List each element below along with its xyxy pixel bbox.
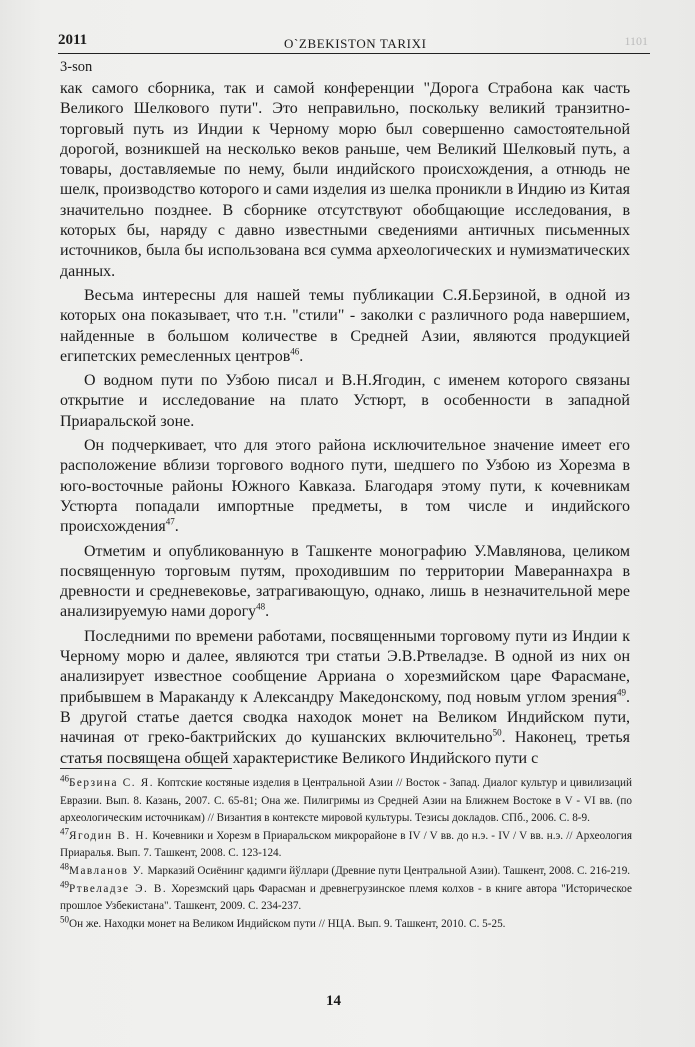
main-text [60, 79, 630, 773]
paragraph-text: Отметим и опубликованную в Ташкенте монографию У.Мавлянова, целиком посвященную торговым путям, проходившим по территории Мавераннахра в древности и средневековье, затрагивающую, однако, лишь в незначительной мере анализируемую нами дорогу [60, 542, 630, 621]
footnote-ref: 49 [617, 687, 626, 698]
footnote-text: Кочевники и Хорезм в Приаральском микрорайоне в IV / V вв. до н.э. - IV / V вв. н.э. // Археология Приаралья. Вып. 7. Ташкент, 2008. С. 123-124. [60, 829, 632, 860]
footnotes [60, 775, 632, 933]
paragraph [60, 79, 630, 282]
footnote-ref: 46 [290, 346, 300, 357]
footnote-author: Ягодин В. Н. [69, 829, 150, 842]
bleed-through-text: 1101 [624, 34, 648, 48]
paragraph-text: . В другой статье дается сводка находок монет на Великом Индийском пути, начиная от греко-бактрийских до кушанских включительно [60, 688, 630, 747]
paragraph-text: . Наконец, третья статья посвящена общей характеристике Великого Индийского пути с [60, 729, 630, 767]
paragraph [60, 286, 630, 367]
issue-label: 3-son [60, 59, 93, 75]
footnote-ref: 47 [165, 516, 175, 527]
header-year: 2011 [58, 32, 88, 48]
footnote-number: 50 [60, 914, 69, 925]
footnote-text: Хорезмский царь Фарасман и древнегрузинское племя колхов - в книге автора "Историческое прошлое Узбекистана". Ташкент, 2009. С. 234-237. [60, 882, 633, 913]
footnote [60, 878, 633, 916]
paragraph-text: Весьма интересны для нашей темы публикации С.Я.Берзиной, в одной из которых она показывает, что т.н. "стили" - заколки с различного рода навершием, найденные в большом количестве в Средней Азии, являются продукцией египетских ремесленных центров [60, 286, 630, 365]
page-number: 14 [326, 993, 341, 1009]
footnote-ref: 48 [256, 602, 266, 613]
footnote-author: Берзина С. Я. [69, 777, 155, 789]
paragraph-text: . [299, 347, 304, 365]
paragraph-text: Он подчеркивает, что для этого района исключительное значение имеет его расположение вблизи торгового водного пути, шедшего по Узбою из Хорезма в юго-восточные районы Южного Кавказа. Благодаря этому пути, к кочевникам Устюрта попадали импортные предметы, в том числе и индийского происхождения [60, 437, 630, 536]
paragraph [60, 542, 630, 623]
footnote [60, 775, 632, 828]
footnote-rule [60, 768, 232, 769]
footnote-text: Марказий Осиёнинг қадимги йўллари (Древние пути Центральной Азии). Ташкент, 2008. С. 216-219. [144, 864, 631, 877]
footnote-number: 49 [60, 878, 69, 889]
footnote-ref: 50 [492, 727, 502, 738]
footnote [60, 828, 632, 863]
footnote-number: 46 [60, 773, 69, 784]
footnote-author: Мавланов У. [69, 864, 145, 877]
footnote-text: Он же. Находки монет на Великом Индийском пути // НЦА. Вып. 9. Ташкент, 2010. С. 5-25. [69, 917, 506, 930]
header-journal-title: O`ZBEKISTON TARIXI [284, 36, 427, 51]
footnote-text: Коптские костяные изделия в Центральной Азии // Восток - Запад. Диалог культур и цивилизаций Евразии. Вып. 8. Казань, 2007. С. 65-81; Она же. Пилигримы из Средней Азии на Ближнем Востоке в V - VI вв. (по археологическим источникам) // Византия в контексте мировой культуры. Тезисы докладов. СПб., 2006. С. 8-9. [60, 777, 632, 825]
page-header [58, 28, 650, 54]
footnote [60, 916, 632, 934]
footnote-author: Ртвеладзе Э. В. [69, 882, 168, 895]
footnote-number: 47 [60, 826, 69, 837]
paragraph-text: . [265, 603, 270, 621]
footnote [60, 863, 632, 881]
paragraph-text: О водном пути по Узбою писал и В.Н.Ягодин, с именем которого связаны открытие и исследование на плато Устюрт, в особенности в западной Приаральской зоне. [60, 372, 630, 430]
paragraph-text: Последними по времени работами, посвященными торговому пути из Индии к Черному морю и далее, являются три статьи Э.В.Ртвеладзе. В одной из них он анализирует известное сообщение Арриана о хорезмийском царе Фарасмане, прибывшем в Мараканду к Александру Македонскому, под новым углом зрения [60, 627, 630, 706]
paragraph-text: . [174, 518, 179, 536]
paragraph-text: как самого сборника, так и самой конференции "Дорога Страбона как часть Великого Шелкового пути". Это неправильно, поскольку великий транзитно-торговый путь из Индии к Черному морю был совершенно самостоятельной дорогой, возникшей на несколько веков раньше, чем Великий Шелковый путь, а товары, доставляемые по нему, были индийского происхождения, а отнюдь не шелк, производство которого и сами изделия из шелка проникли в Индию из Китая значительно позднее. В сборнике отсутствуют обобщающие исследования, в которых бы, наряду с давно известными сведениями античных письменных источников, была бы использована вся сумма археологических и нумизматических данных. [60, 80, 630, 280]
footnote-number: 48 [60, 861, 69, 872]
paragraph [60, 436, 630, 537]
header-rule [58, 53, 650, 54]
paragraph [60, 627, 630, 769]
paragraph [60, 371, 630, 432]
